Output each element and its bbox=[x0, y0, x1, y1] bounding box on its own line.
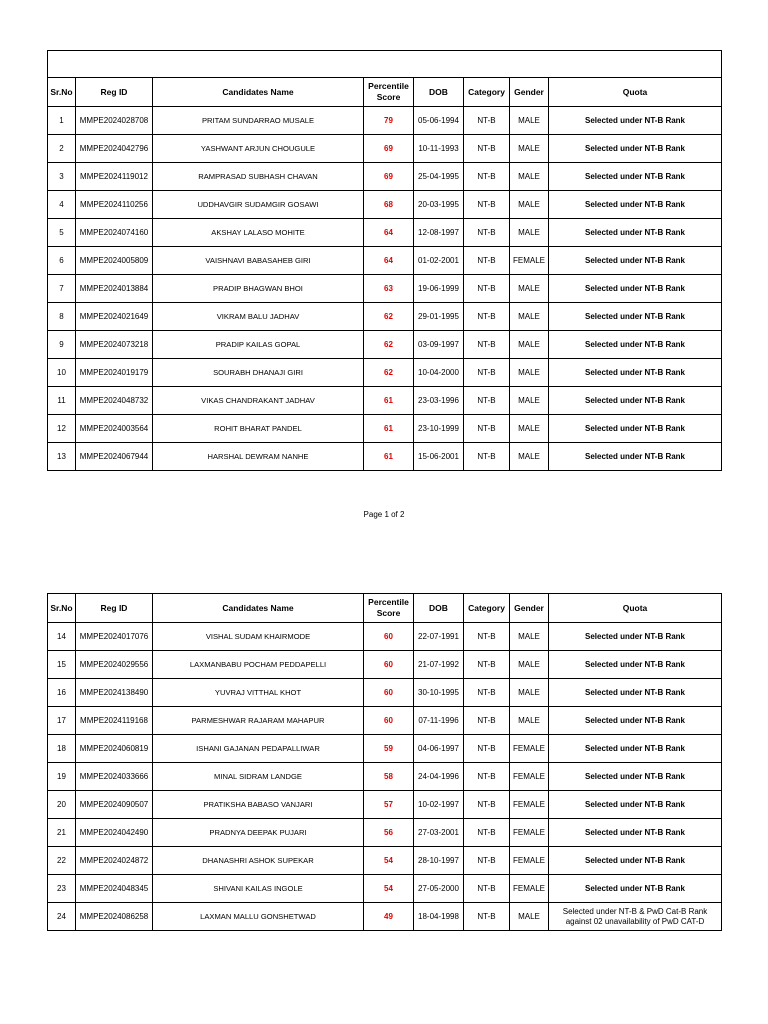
cell-name: VIKAS CHANDRAKANT JADHAV bbox=[153, 387, 364, 415]
cell-srno: 5 bbox=[48, 219, 76, 247]
cell-dob: 05-06-1994 bbox=[414, 107, 464, 135]
cell-name: AKSHAY LALASO MOHITE bbox=[153, 219, 364, 247]
cell-dob: 20-03-1995 bbox=[414, 191, 464, 219]
cell-category: NT-B bbox=[464, 331, 510, 359]
cell-quota: Selected under NT-B Rank bbox=[549, 651, 722, 679]
cell-score: 61 bbox=[364, 443, 414, 471]
cell-category: NT-B bbox=[464, 359, 510, 387]
cell-srno: 7 bbox=[48, 275, 76, 303]
cell-category: NT-B bbox=[464, 247, 510, 275]
cell-quota: Selected under NT-B Rank bbox=[549, 331, 722, 359]
cell-dob: 27-03-2001 bbox=[414, 819, 464, 847]
cell-score: 62 bbox=[364, 331, 414, 359]
cell-name: RAMPRASAD SUBHASH CHAVAN bbox=[153, 163, 364, 191]
cell-name: LAXMAN MALLU GONSHETWAD bbox=[153, 903, 364, 931]
header-dob: DOB bbox=[414, 78, 464, 107]
cell-regid: MMPE2024017076 bbox=[76, 623, 153, 651]
cell-category: NT-B bbox=[464, 651, 510, 679]
cell-gender: FEMALE bbox=[510, 875, 549, 903]
cell-name: VISHAL SUDAM KHAIRMODE bbox=[153, 623, 364, 651]
cell-score: 79 bbox=[364, 107, 414, 135]
cell-quota: Selected under NT-B Rank bbox=[549, 163, 722, 191]
cell-name: UDDHAVGIR SUDAMGIR GOSAWI bbox=[153, 191, 364, 219]
table-row bbox=[48, 359, 722, 387]
cell-name: HARSHAL DEWRAM NANHE bbox=[153, 443, 364, 471]
cell-dob: 23-10-1999 bbox=[414, 415, 464, 443]
cell-quota: Selected under NT-B Rank bbox=[549, 443, 722, 471]
cell-regid: MMPE2024042490 bbox=[76, 819, 153, 847]
cell-gender: MALE bbox=[510, 623, 549, 651]
cell-name: LAXMANBABU POCHAM PEDDAPELLI bbox=[153, 651, 364, 679]
cell-srno: 15 bbox=[48, 651, 76, 679]
candidates-table-2 bbox=[47, 593, 722, 931]
cell-srno: 4 bbox=[48, 191, 76, 219]
cell-quota: Selected under NT-B Rank bbox=[549, 387, 722, 415]
cell-category: NT-B bbox=[464, 763, 510, 791]
header-dob: DOB bbox=[414, 594, 464, 623]
cell-score: 68 bbox=[364, 191, 414, 219]
cell-srno: 19 bbox=[48, 763, 76, 791]
cell-name: PRITAM SUNDARRAO MUSALE bbox=[153, 107, 364, 135]
header-score bbox=[364, 594, 414, 623]
cell-score: 60 bbox=[364, 651, 414, 679]
cell-quota: Selected under NT-B Rank bbox=[549, 303, 722, 331]
cell-score: 60 bbox=[364, 707, 414, 735]
cell-gender: FEMALE bbox=[510, 763, 549, 791]
cell-score: 64 bbox=[364, 219, 414, 247]
cell-score: 57 bbox=[364, 791, 414, 819]
table-row bbox=[48, 191, 722, 219]
cell-gender: MALE bbox=[510, 163, 549, 191]
cell-score: 61 bbox=[364, 387, 414, 415]
cell-quota: Selected under NT-B Rank bbox=[549, 415, 722, 443]
cell-gender: MALE bbox=[510, 679, 549, 707]
cell-dob: 01-02-2001 bbox=[414, 247, 464, 275]
cell-category: NT-B bbox=[464, 443, 510, 471]
cell-regid: MMPE2024074160 bbox=[76, 219, 153, 247]
cell-category: NT-B bbox=[464, 875, 510, 903]
cell-name: ISHANI GAJANAN PEDAPALLIWAR bbox=[153, 735, 364, 763]
cell-name: YASHWANT ARJUN CHOUGULE bbox=[153, 135, 364, 163]
header-srno: Sr.No bbox=[48, 78, 76, 107]
cell-dob: 27-05-2000 bbox=[414, 875, 464, 903]
cell-gender: MALE bbox=[510, 107, 549, 135]
cell-srno: 13 bbox=[48, 443, 76, 471]
table-row bbox=[48, 707, 722, 735]
table-row bbox=[48, 135, 722, 163]
header-name: Candidates Name bbox=[153, 78, 364, 107]
table-row bbox=[48, 791, 722, 819]
cell-srno: 23 bbox=[48, 875, 76, 903]
cell-category: NT-B bbox=[464, 303, 510, 331]
cell-dob: 21-07-1992 bbox=[414, 651, 464, 679]
header-score-line1: Percentile bbox=[368, 81, 409, 91]
header-srno: Sr.No bbox=[48, 594, 76, 623]
cell-dob: 12-08-1997 bbox=[414, 219, 464, 247]
cell-gender: MALE bbox=[510, 387, 549, 415]
cell-score: 69 bbox=[364, 135, 414, 163]
cell-category: NT-B bbox=[464, 219, 510, 247]
cell-category: NT-B bbox=[464, 791, 510, 819]
header-quota: Quota bbox=[549, 78, 722, 107]
cell-category: NT-B bbox=[464, 135, 510, 163]
cell-name: VAISHNAVI BABASAHEB GIRI bbox=[153, 247, 364, 275]
cell-regid: MMPE2024138490 bbox=[76, 679, 153, 707]
cell-quota: Selected under NT-B Rank bbox=[549, 735, 722, 763]
cell-regid: MMPE2024119012 bbox=[76, 163, 153, 191]
cell-dob: 18-04-1998 bbox=[414, 903, 464, 931]
cell-gender: MALE bbox=[510, 191, 549, 219]
cell-gender: FEMALE bbox=[510, 791, 549, 819]
header-regid: Reg ID bbox=[76, 594, 153, 623]
cell-category: NT-B bbox=[464, 707, 510, 735]
cell-srno: 24 bbox=[48, 903, 76, 931]
cell-score: 54 bbox=[364, 875, 414, 903]
cell-srno: 12 bbox=[48, 415, 76, 443]
candidates-table-1 bbox=[47, 50, 722, 471]
table-row bbox=[48, 623, 722, 651]
table-row bbox=[48, 303, 722, 331]
cell-name: DHANASHRI ASHOK SUPEKAR bbox=[153, 847, 364, 875]
cell-srno: 14 bbox=[48, 623, 76, 651]
cell-dob: 22-07-1991 bbox=[414, 623, 464, 651]
cell-name: YUVRAJ VITTHAL KHOT bbox=[153, 679, 364, 707]
header-score-line1: Percentile bbox=[368, 597, 409, 607]
table-row bbox=[48, 275, 722, 303]
cell-gender: FEMALE bbox=[510, 247, 549, 275]
cell-category: NT-B bbox=[464, 903, 510, 931]
cell-score: 63 bbox=[364, 275, 414, 303]
header-score-line2: Score bbox=[376, 92, 401, 102]
cell-category: NT-B bbox=[464, 679, 510, 707]
cell-name: VIKRAM BALU JADHAV bbox=[153, 303, 364, 331]
cell-category: NT-B bbox=[464, 191, 510, 219]
cell-gender: MALE bbox=[510, 651, 549, 679]
cell-quota: Selected under NT-B Rank bbox=[549, 247, 722, 275]
cell-score: 58 bbox=[364, 763, 414, 791]
table-row bbox=[48, 735, 722, 763]
header-quota: Quota bbox=[549, 594, 722, 623]
cell-name: SOURABH DHANAJI GIRI bbox=[153, 359, 364, 387]
cell-score: 61 bbox=[364, 415, 414, 443]
cell-dob: 23-03-1996 bbox=[414, 387, 464, 415]
cell-regid: MMPE2024119168 bbox=[76, 707, 153, 735]
cell-dob: 30-10-1995 bbox=[414, 679, 464, 707]
cell-gender: MALE bbox=[510, 903, 549, 931]
cell-quota: Selected under NT-B Rank bbox=[549, 707, 722, 735]
cell-regid: MMPE2024048345 bbox=[76, 875, 153, 903]
blank-cell bbox=[48, 51, 722, 78]
cell-quota: Selected under NT-B Rank bbox=[549, 107, 722, 135]
cell-gender: MALE bbox=[510, 219, 549, 247]
cell-quota: Selected under NT-B Rank bbox=[549, 135, 722, 163]
cell-regid: MMPE2024042796 bbox=[76, 135, 153, 163]
cell-regid: MMPE2024003564 bbox=[76, 415, 153, 443]
table-row bbox=[48, 903, 722, 931]
cell-category: NT-B bbox=[464, 163, 510, 191]
cell-gender: MALE bbox=[510, 331, 549, 359]
table-row bbox=[48, 819, 722, 847]
table-row bbox=[48, 331, 722, 359]
header-row bbox=[48, 78, 722, 107]
cell-gender: FEMALE bbox=[510, 819, 549, 847]
cell-dob: 25-04-1995 bbox=[414, 163, 464, 191]
table-row bbox=[48, 387, 722, 415]
cell-dob: 24-04-1996 bbox=[414, 763, 464, 791]
cell-score: 56 bbox=[364, 819, 414, 847]
cell-name: PRADIP KAILAS GOPAL bbox=[153, 331, 364, 359]
cell-name: PRATIKSHA BABASO VANJARI bbox=[153, 791, 364, 819]
cell-regid: MMPE2024024872 bbox=[76, 847, 153, 875]
cell-regid: MMPE2024013884 bbox=[76, 275, 153, 303]
cell-quota: Selected under NT-B Rank bbox=[549, 819, 722, 847]
cell-category: NT-B bbox=[464, 415, 510, 443]
cell-quota: Selected under NT-B & PwD Cat-B Rank against 02 unavailability of PwD CAT-D bbox=[549, 903, 722, 931]
cell-regid: MMPE2024028708 bbox=[76, 107, 153, 135]
cell-score: 49 bbox=[364, 903, 414, 931]
cell-srno: 18 bbox=[48, 735, 76, 763]
cell-quota: Selected under NT-B Rank bbox=[549, 219, 722, 247]
cell-quota: Selected under NT-B Rank bbox=[549, 623, 722, 651]
header-score bbox=[364, 78, 414, 107]
cell-score: 69 bbox=[364, 163, 414, 191]
cell-regid: MMPE2024090507 bbox=[76, 791, 153, 819]
cell-regid: MMPE2024029556 bbox=[76, 651, 153, 679]
cell-gender: MALE bbox=[510, 707, 549, 735]
header-score-line2: Score bbox=[376, 608, 401, 618]
cell-score: 60 bbox=[364, 679, 414, 707]
table-row bbox=[48, 219, 722, 247]
cell-srno: 9 bbox=[48, 331, 76, 359]
cell-regid: MMPE2024073218 bbox=[76, 331, 153, 359]
cell-category: NT-B bbox=[464, 387, 510, 415]
cell-regid: MMPE2024019179 bbox=[76, 359, 153, 387]
header-gender: Gender bbox=[510, 594, 549, 623]
cell-dob: 07-11-1996 bbox=[414, 707, 464, 735]
cell-srno: 8 bbox=[48, 303, 76, 331]
cell-score: 59 bbox=[364, 735, 414, 763]
table-row bbox=[48, 163, 722, 191]
cell-regid: MMPE2024021649 bbox=[76, 303, 153, 331]
cell-dob: 03-09-1997 bbox=[414, 331, 464, 359]
table-row bbox=[48, 651, 722, 679]
cell-gender: MALE bbox=[510, 275, 549, 303]
cell-dob: 28-10-1997 bbox=[414, 847, 464, 875]
cell-dob: 04-06-1997 bbox=[414, 735, 464, 763]
table-row bbox=[48, 763, 722, 791]
cell-srno: 10 bbox=[48, 359, 76, 387]
cell-regid: MMPE2024033666 bbox=[76, 763, 153, 791]
cell-name: SHIVANI KAILAS INGOLE bbox=[153, 875, 364, 903]
cell-quota: Selected under NT-B Rank bbox=[549, 875, 722, 903]
cell-score: 54 bbox=[364, 847, 414, 875]
cell-score: 64 bbox=[364, 247, 414, 275]
table-row bbox=[48, 443, 722, 471]
table-row bbox=[48, 415, 722, 443]
cell-category: NT-B bbox=[464, 735, 510, 763]
cell-category: NT-B bbox=[464, 847, 510, 875]
cell-quota: Selected under NT-B Rank bbox=[549, 359, 722, 387]
cell-regid: MMPE2024005809 bbox=[76, 247, 153, 275]
cell-dob: 10-11-1993 bbox=[414, 135, 464, 163]
cell-regid: MMPE2024060819 bbox=[76, 735, 153, 763]
cell-category: NT-B bbox=[464, 623, 510, 651]
header-category: Category bbox=[464, 594, 510, 623]
table-title-row bbox=[48, 51, 722, 78]
cell-srno: 22 bbox=[48, 847, 76, 875]
header-regid: Reg ID bbox=[76, 78, 153, 107]
cell-gender: FEMALE bbox=[510, 735, 549, 763]
header-row bbox=[48, 594, 722, 623]
cell-gender: MALE bbox=[510, 443, 549, 471]
cell-gender: MALE bbox=[510, 415, 549, 443]
cell-srno: 20 bbox=[48, 791, 76, 819]
cell-srno: 2 bbox=[48, 135, 76, 163]
cell-dob: 15-06-2001 bbox=[414, 443, 464, 471]
cell-category: NT-B bbox=[464, 107, 510, 135]
cell-name: ROHIT BHARAT PANDEL bbox=[153, 415, 364, 443]
cell-name: PRADNYA DEEPAK PUJARI bbox=[153, 819, 364, 847]
cell-regid: MMPE2024067944 bbox=[76, 443, 153, 471]
cell-category: NT-B bbox=[464, 275, 510, 303]
cell-srno: 1 bbox=[48, 107, 76, 135]
cell-score: 60 bbox=[364, 623, 414, 651]
table-row bbox=[48, 247, 722, 275]
cell-quota: Selected under NT-B Rank bbox=[549, 679, 722, 707]
cell-quota: Selected under NT-B Rank bbox=[549, 763, 722, 791]
cell-quota: Selected under NT-B Rank bbox=[549, 191, 722, 219]
cell-name: MINAL SIDRAM LANDGE bbox=[153, 763, 364, 791]
header-category: Category bbox=[464, 78, 510, 107]
cell-srno: 21 bbox=[48, 819, 76, 847]
header-gender: Gender bbox=[510, 78, 549, 107]
cell-dob: 10-02-1997 bbox=[414, 791, 464, 819]
header-name: Candidates Name bbox=[153, 594, 364, 623]
cell-gender: MALE bbox=[510, 303, 549, 331]
cell-srno: 6 bbox=[48, 247, 76, 275]
cell-score: 62 bbox=[364, 303, 414, 331]
cell-quota: Selected under NT-B Rank bbox=[549, 847, 722, 875]
cell-name: PARMESHWAR RAJARAM MAHAPUR bbox=[153, 707, 364, 735]
table-row bbox=[48, 847, 722, 875]
cell-srno: 16 bbox=[48, 679, 76, 707]
cell-gender: MALE bbox=[510, 135, 549, 163]
cell-regid: MMPE2024086258 bbox=[76, 903, 153, 931]
cell-quota: Selected under NT-B Rank bbox=[549, 275, 722, 303]
cell-regid: MMPE2024110256 bbox=[76, 191, 153, 219]
cell-category: NT-B bbox=[464, 819, 510, 847]
cell-regid: MMPE2024048732 bbox=[76, 387, 153, 415]
cell-score: 62 bbox=[364, 359, 414, 387]
table-row bbox=[48, 107, 722, 135]
table-row bbox=[48, 875, 722, 903]
cell-dob: 29-01-1995 bbox=[414, 303, 464, 331]
cell-gender: MALE bbox=[510, 359, 549, 387]
cell-srno: 17 bbox=[48, 707, 76, 735]
cell-dob: 19-06-1999 bbox=[414, 275, 464, 303]
cell-name: PRADIP BHAGWAN BHOI bbox=[153, 275, 364, 303]
cell-quota: Selected under NT-B Rank bbox=[549, 791, 722, 819]
cell-srno: 3 bbox=[48, 163, 76, 191]
cell-dob: 10-04-2000 bbox=[414, 359, 464, 387]
table-row bbox=[48, 679, 722, 707]
cell-gender: FEMALE bbox=[510, 847, 549, 875]
cell-srno: 11 bbox=[48, 387, 76, 415]
page-footer: Page 1 of 2 bbox=[363, 510, 405, 519]
